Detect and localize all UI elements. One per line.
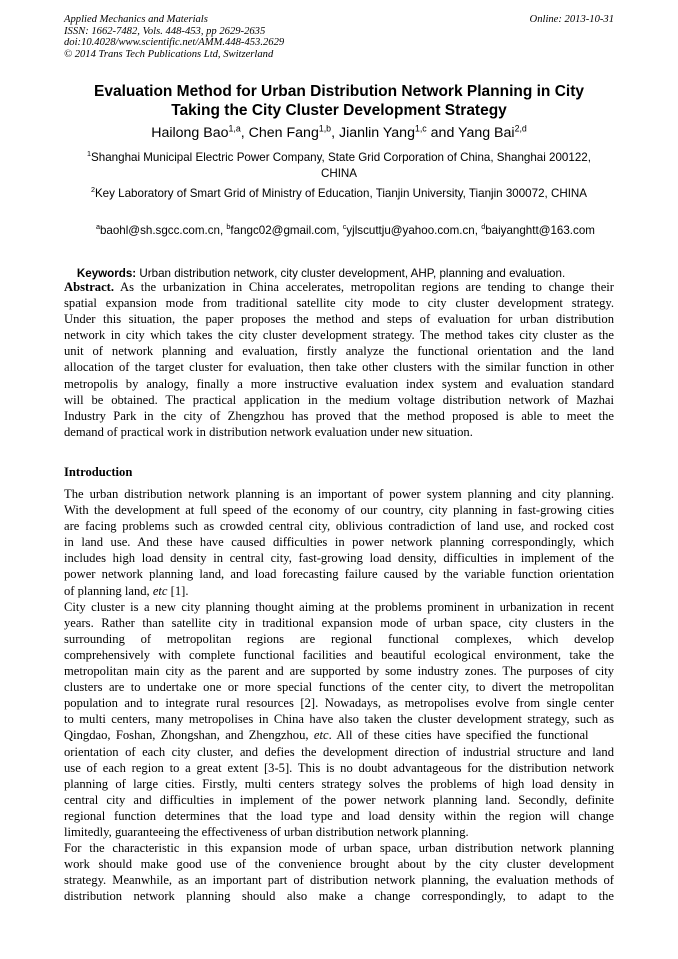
abstract-line: demand of practical work in distribution network evaluation under new situation.: [64, 424, 473, 439]
abstract-line: metropolis by analogy, finally a more instructive evaluation index system and evaluation standard: [64, 376, 614, 391]
intro-line: surrounding of metropolitan regions are regional functional complexes, which develop: [64, 631, 614, 646]
intro-line: power network planning land, and load forecasting failure caused by the variable function orientation: [64, 567, 614, 582]
author-sup: 1,b: [318, 123, 332, 134]
abstract-label: Abstract.: [64, 280, 115, 294]
email-sup: c: [342, 222, 347, 232]
title-line-1: Evaluation Method for Urban Distribution Network Planning in City: [94, 83, 584, 100]
intro-line: Qingdao, Foshan, Zhongshan, and Zhengzhou, etc. All of these cities have specified the functional: [64, 728, 589, 743]
intro-line: work should make good use of the convenience brought about by the city cluster development: [64, 857, 614, 872]
intro-line: in land use. And these have caused difficulties in power network planning correspondingly, which: [64, 535, 614, 550]
intro-line: The urban distribution network planning is an important of power system planning and city planning.: [64, 487, 614, 501]
email-link[interactable]: fangc02@gmail.com,: [230, 224, 343, 237]
author-sup: 1,a: [228, 123, 241, 134]
intro-line: use of each region to a great extent [3-5]. This is no doubt advantageous for the distribution network: [64, 760, 614, 775]
email-sup: a: [95, 222, 100, 232]
intro-line: distribution network planning should also make a change correspondingly, to adapt to the: [64, 889, 614, 904]
keywords-label: Keywords:: [76, 267, 137, 280]
journal-header: [64, 14, 614, 60]
issn: ISSN: 1662-7482, Vols. 448-453, pp 2629-2635: [64, 25, 266, 37]
intro-line: central city and difficulties in implement of the power network planning land. Secondly, definite: [64, 792, 614, 807]
keywords-text: Urban distribution network, city cluster development, AHP, planning and evaluation.: [136, 267, 566, 280]
aff-sup: 1: [87, 149, 92, 159]
aff1-line-1: Shanghai Municipal Electric Power Company, State Grid Corporation of China, Shanghai 200122,: [91, 151, 591, 164]
reference-cite: [1].: [167, 583, 189, 598]
abstract-line: Industry Park in the city of Zhengzhou has proved that the method proposed is able to meet the: [64, 408, 614, 423]
intro-line: metropolitan main city as the parent and are supported by some industry zones. The purposes of city: [64, 664, 614, 679]
abstract-line: will be obtained. The practical application in the medium voltage distribution network of Mazhai: [64, 392, 614, 407]
intro-line: are facing problems such as crowded central city, oblivious contradiction of land use, and rocked cost: [64, 519, 614, 534]
email-sup: b: [226, 222, 231, 232]
copyright: © 2014 Trans Tech Publications Ltd, Switzerland: [64, 48, 274, 60]
abstract-line: Under this situation, the paper proposes the method and steps of evaluation for urban distribution: [64, 312, 614, 327]
etc-text: etc: [152, 583, 168, 598]
author-sep: and: [426, 125, 459, 141]
online-date: Online: 2013-10-31: [529, 14, 614, 25]
author-name: Jianlin Yang: [338, 125, 415, 141]
author-list: [64, 124, 614, 142]
aff1-line-2: CHINA: [320, 167, 358, 180]
intro-line: planning of large cities. Firstly, multi centers strategy solves the problems of high load density in: [64, 776, 614, 791]
intro-line: With the development at full speed of the economy of our country, city planning in fast-growing cities: [64, 503, 614, 518]
intro-line: comprehensively with complete functional facilities and beautiful ecological environment, take the: [64, 647, 614, 662]
aff-sup: 2: [90, 185, 95, 195]
affiliation-2: [64, 186, 614, 202]
intro-line: years. Rather than satellite city in traditional expansion mode of urban space, city clusters in the: [64, 615, 614, 630]
abstract-line: Abstract. As the urbanization in China accelerates, metropolitan regions are tending to change their: [64, 280, 614, 294]
intro-line: includes high load density in central city, fast-growing load density, difficulties in implement of the: [64, 551, 614, 566]
intro-line: regional function determines that the load type and load density within the region will change: [64, 808, 614, 823]
intro-line: City cluster is a new city planning thought aiming at the problems prominent in urbanization in recent: [64, 599, 614, 614]
etc-text: etc: [313, 728, 329, 743]
author-emails: [64, 207, 614, 255]
intro-line: orientation of each city cluster, and defies the development direction of industrial structure and land: [64, 744, 614, 759]
author-name: Yang Bai: [458, 125, 515, 141]
intro-line: limitedly, guaranteeing the effectiveness of urban distribution network planning.: [64, 824, 469, 839]
abstract: [64, 279, 614, 440]
intro-line: strategy. Meanwhile, as an important part of distribution network planning, the evaluation methods of: [64, 873, 614, 888]
intro-line: For the characteristic in this expansion mode of urban space, urban distribution network planning: [64, 841, 614, 856]
title-line-2: Taking the City Cluster Development Strategy: [171, 102, 507, 119]
aff2-text: Key Laboratory of Smart Grid of Ministry of Education, Tianjin University, Tianjin 300072, CHINA: [94, 187, 588, 200]
journal-name: Applied Mechanics and Materials: [64, 14, 208, 25]
intro-line: of planning land, etc [1].: [64, 583, 189, 598]
author-sep: ,: [331, 125, 339, 141]
email-link[interactable]: yjlscuttju@yahoo.com.cn,: [346, 224, 482, 237]
intro-line: population and to integrate rural resources [2]. Nowadays, as metropolises evolve from single center: [64, 696, 614, 711]
affiliation-1: [64, 150, 614, 182]
abstract-line: spatial expansion mode from traditional satellite city mode to city cluster development strategy.: [64, 296, 614, 311]
abstract-line: allocation of the target cluster for evaluation, then take other clusters with the similar function in other: [64, 360, 614, 375]
intro-line: clusters are to undertake one or more special functions of the center city, to divert the metropolitan: [64, 680, 614, 695]
abstract-line: unit of network planning and evaluation, firstly analyze the functional orientation and the land: [64, 344, 614, 359]
intro-line: to multi centers, many metropolises in China have also taken the cluster development strategy, such as: [64, 712, 614, 727]
author-sup: 1,c: [414, 123, 427, 134]
introduction-body: [64, 486, 614, 904]
author-name: Chen Fang: [248, 125, 319, 141]
paper-title: [64, 82, 614, 120]
author-sep: ,: [240, 125, 249, 141]
email-link[interactable]: baiyanghtt@163.com: [485, 224, 595, 237]
section-heading-introduction: Introduction: [64, 465, 133, 479]
author-sup: 2,d: [514, 123, 527, 134]
doi: doi:10.4028/www.scientific.net/AMM.448-453.2629: [64, 37, 285, 48]
abstract-line: network in city which takes the city cluster development strategy. The method takes city cluster as the: [64, 328, 614, 343]
author-name: Hailong Bao: [151, 125, 229, 141]
email-link[interactable]: baohl@sh.sgcc.com.cn,: [99, 224, 227, 237]
email-sup: d: [481, 222, 486, 232]
